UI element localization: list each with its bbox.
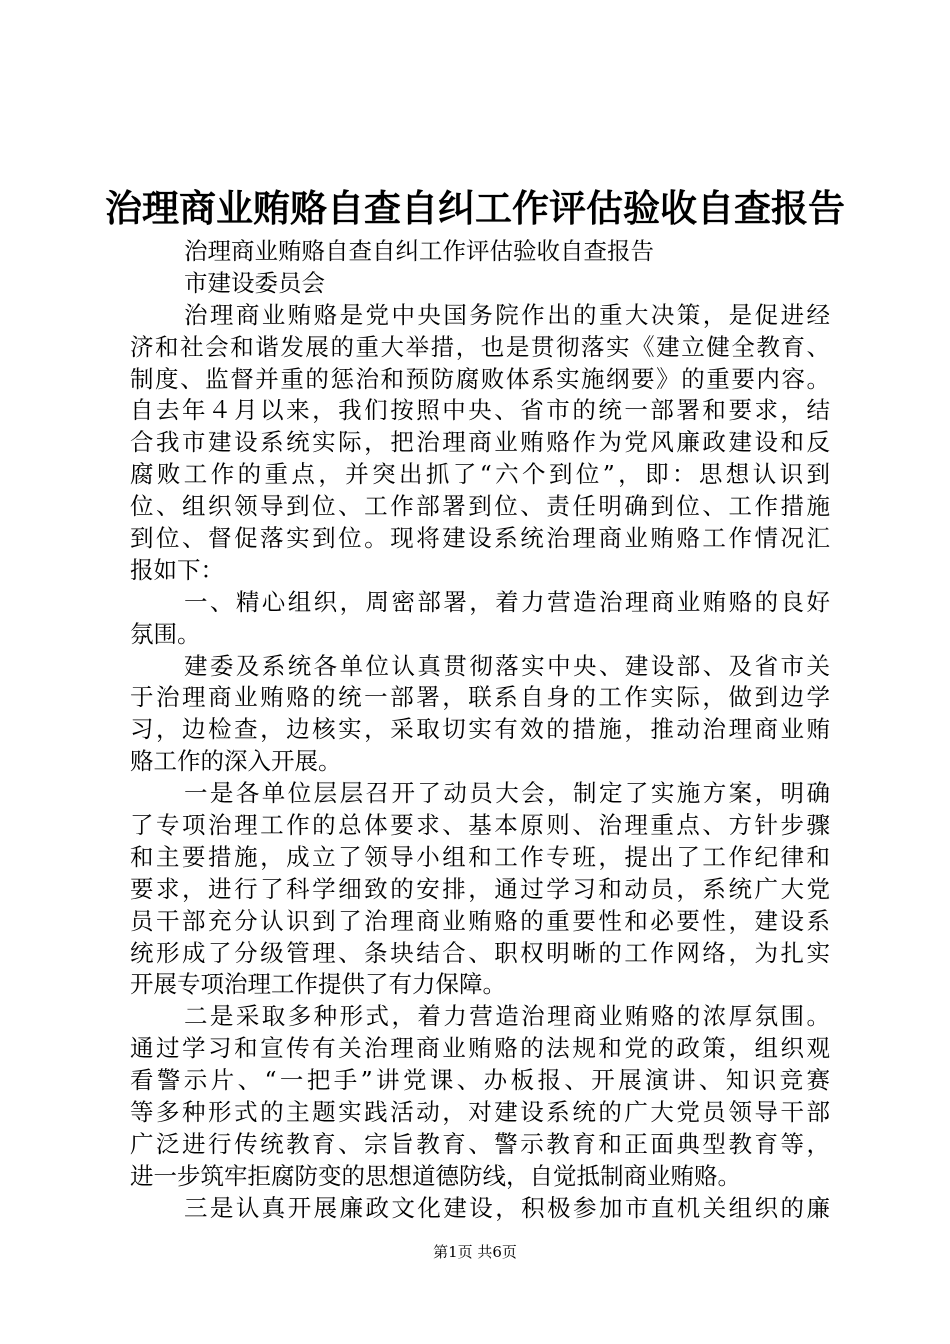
body-line: 一是各单位层层召开了动员大会，制定了实施方案，明确 (184, 779, 830, 808)
body-line: 到位、督促落实到位。现将建设系统治理商业贿赂工作情况汇 (130, 524, 830, 553)
body-line: 济和社会和谐发展的重大举措，也是贯彻落实《建立健全教育、 (130, 332, 830, 361)
document-title: 治理商业贿赂自查自纠工作评估验收自查报告 (105, 186, 845, 230)
body-line: 统形成了分级管理、条块结合、职权明晰的工作网络，为扎实 (130, 938, 830, 967)
body-line: 于治理商业贿赂的统一部署，联系自身的工作实际，做到边学 (130, 683, 830, 712)
body-line: 进一步筑牢拒腐防变的思想道德防线，自觉抵制商业贿赂。 (130, 1161, 741, 1190)
body-line: 等多种形式的主题实践活动，对建设系统的广大党员领导干部 (130, 1098, 830, 1127)
body-line: 和主要措施，成立了领导小组和工作专班，提出了工作纪律和 (130, 842, 830, 871)
body-line: 三是认真开展廉政文化建设，积极参加市直机关组织的廉 (184, 1193, 830, 1222)
body-line: 二是采取多种形式，着力营造治理商业贿赂的浓厚氛围。 (184, 1002, 830, 1031)
body-line: 治理商业贿赂是党中央国务院作出的重大决策，是促进经 (184, 300, 830, 329)
body-line: 习，边检查，边核实，采取切实有效的措施，推动治理商业贿 (130, 715, 830, 744)
body-line: 赂工作的深入开展。 (130, 747, 342, 776)
body-line: 员干部充分认识到了治理商业贿赂的重要性和必要性，建设系 (130, 906, 830, 935)
body-line: 报如下： (130, 555, 224, 584)
body-line: 位、组织领导到位、工作部署到位、责任明确到位、工作措施 (130, 492, 830, 521)
body-line: 一、精心组织，周密部署，着力营造治理商业贿赂的良好 (184, 587, 830, 616)
body-line: 要求，进行了科学细致的安排，通过学习和动员，系统广大党 (130, 874, 830, 903)
body-line: 通过学习和宣传有关治理商业贿赂的法规和党的政策，组织观 (130, 1034, 830, 1063)
body-line: 市建设委员会 (184, 268, 325, 297)
body-line: 腐败工作的重点，并突出抓了“六个到位”，即：思想认识到 (130, 460, 830, 489)
page-footer: 第1页 共6页 (433, 1243, 517, 1261)
body-line: 制度、监督并重的惩治和预防腐败体系实施纲要》的重要内容。 (130, 364, 830, 393)
body-line: 合我市建设系统实际，把治理商业贿赂作为党风廉政建设和反 (130, 428, 830, 457)
body-line: 了专项治理工作的总体要求、基本原则、治理重点、方针步骤 (130, 811, 830, 840)
body-line: 治理商业贿赂自查自纠工作评估验收自查报告 (184, 237, 654, 265)
document-body (130, 236, 830, 1225)
body-line: 氛围。 (130, 619, 201, 648)
body-line: 广泛进行传统教育、宗旨教育、警示教育和正面典型教育等， (130, 1129, 830, 1158)
body-line: 建委及系统各单位认真贯彻落实中央、建设部、及省市关 (184, 651, 830, 680)
body-line: 看警示片、“一把手”讲党课、办板报、开展演讲、知识竞赛 (130, 1066, 830, 1095)
body-line: 自去年４月以来，我们按照中央、省市的统一部署和要求，结 (130, 396, 830, 425)
body-line: 开展专项治理工作提供了有力保障。 (130, 970, 506, 999)
